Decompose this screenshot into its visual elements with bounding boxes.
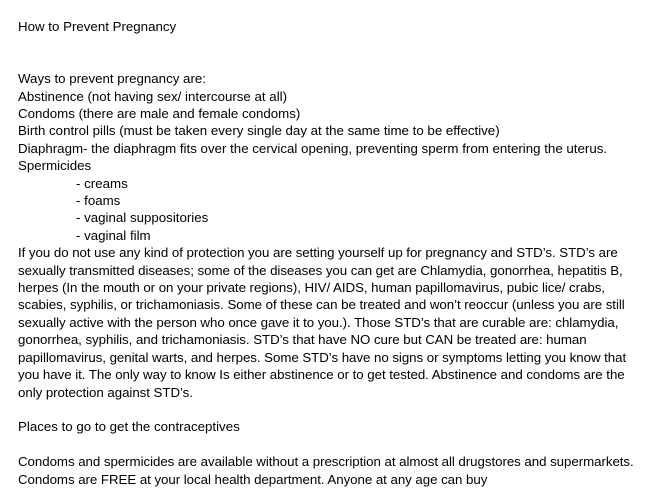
spermicide-type-item: - foams: [76, 193, 121, 209]
spermicide-type-item: - vaginal film: [76, 227, 151, 243]
spermicide-type-item: - vaginal suppositories: [76, 210, 209, 226]
std-paragraph: If you do not use any kind of protection you are setting yourself up for pregnancy and STD’s. STD’s are sexually transmitted diseases; some of the diseases you can get are Chlamydia, gonorrhea, hepatitis B, herpes (In the mouth or on your private regions), HIV/ AIDS, human papillomavirus, pubic lice/ crabs, scabies, syphilis, or trichamoniasis. Some of these can be treated and won’t reoccur (unless you are still sexually active with the person who once gave it to you.). Those STD’s that are curable are: chlamydia, gonorrhea, syphilis, and trichamoniasis. STD’s that have NO cure but CAN be treated are: human papillomavirus, genital warts, and herpes. Some STD’s have no signs or symptoms letting you know that you have it. The only way to know Is either abstinence or to get tested. Abstinence and condoms are the only protection against STD’s.: [18, 245, 627, 400]
places-paragraph: Condoms and spermicides are available without a prescription at almost all drugstores and supermarkets. Condoms are FREE at your local health department. Anyone at any age can buy: [18, 454, 634, 487]
places-heading: Places to go to get the contraceptives: [18, 419, 240, 435]
method-item: Birth control pills (must be taken every single day at the same time to be effective): [18, 123, 500, 139]
spacer: [18, 436, 634, 453]
document-body: [18, 18, 634, 488]
intro-line: Ways to prevent pregnancy are:: [18, 71, 206, 87]
spacer: [18, 35, 634, 70]
document-title: How to Prevent Pregnancy: [18, 19, 177, 34]
spacer: [18, 401, 634, 418]
method-item: Diaphragm- the diaphragm fits over the cervical opening, preventing sperm from entering the uterus.: [18, 140, 608, 156]
method-item: Spermicides: [18, 158, 92, 174]
method-item: Condoms (there are male and female condoms): [18, 106, 301, 122]
method-item: Abstinence (not having sex/ intercourse at all): [18, 88, 288, 104]
spermicide-type-item: - creams: [76, 175, 128, 191]
